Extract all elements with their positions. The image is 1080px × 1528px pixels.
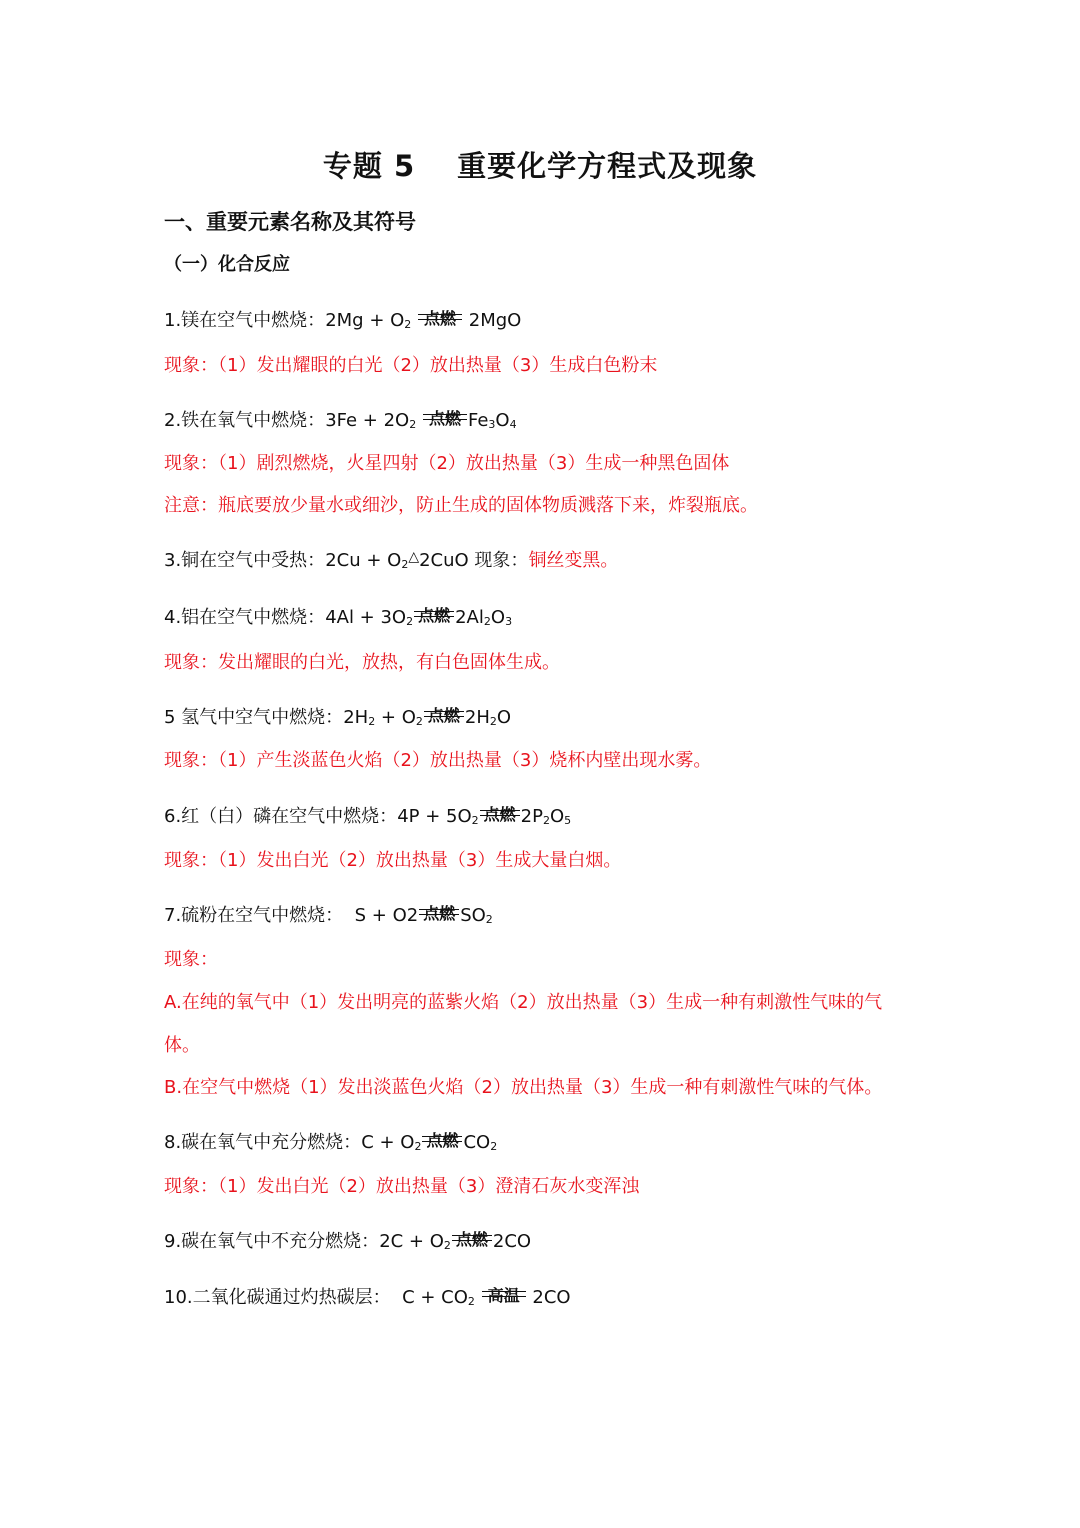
note-2: 注意：瓶底要放少量水或细沙，防止生成的固体物质溅落下来，炸裂瓶底。 bbox=[164, 495, 758, 516]
subscript: 2 bbox=[406, 615, 414, 628]
equation-6 bbox=[164, 802, 571, 828]
equation-5 bbox=[164, 703, 511, 729]
phenomenon-7-label: 现象： bbox=[164, 949, 218, 970]
subscript: 3 bbox=[488, 418, 496, 431]
equation-rhs: 2CO bbox=[492, 1231, 532, 1252]
equation-rhs-part: O bbox=[549, 806, 565, 827]
phenomenon-1: 现象：（1）发出耀眼的白光（2）放出热量（3）生成白色粉末 bbox=[164, 355, 658, 376]
equation-9 bbox=[164, 1227, 531, 1253]
subscript: 4 bbox=[509, 418, 517, 431]
equation-1 bbox=[164, 306, 521, 332]
reaction-condition: 点燃 bbox=[455, 1230, 488, 1249]
title-topic-number: 专题 5 bbox=[322, 149, 416, 183]
equation-rhs: 2Al bbox=[455, 607, 484, 628]
reaction-condition: 点燃 bbox=[423, 904, 456, 923]
phenomenon-8: 现象：（1）发出白光（2）放出热量（3）澄清石灰水变浑浊 bbox=[164, 1176, 640, 1197]
equation-lhs: C + O bbox=[361, 1132, 415, 1153]
reaction-condition: 点燃 bbox=[426, 1131, 459, 1150]
subscript: 2 bbox=[415, 715, 423, 728]
equation-lhs-part: + O bbox=[375, 707, 416, 728]
equation-lhs: 2C + O bbox=[379, 1231, 444, 1252]
equation-label: 6.红（白）磷在空气中燃烧： bbox=[164, 806, 398, 827]
equation-label: 2.铁在氧气中燃烧： bbox=[164, 410, 326, 431]
phenomenon-2: 现象：（1）剧烈燃烧，火星四射（2）放出热量（3）生成一种黑色固体 bbox=[164, 453, 730, 474]
equation-label: 1.镁在空气中燃烧： bbox=[164, 310, 326, 331]
equation-lhs: 3Fe + 2O bbox=[325, 410, 410, 431]
subscript: 2 bbox=[401, 558, 409, 571]
equation-rhs: 2P bbox=[520, 806, 543, 827]
equation-7 bbox=[164, 901, 493, 927]
phenomenon-label: 现象： bbox=[468, 550, 529, 571]
equation-8 bbox=[164, 1128, 497, 1154]
equation-rhs: 2H bbox=[464, 707, 490, 728]
subscript: 2 bbox=[542, 814, 550, 827]
equation-label: 7.硫粉在空气中燃烧： bbox=[164, 905, 344, 926]
equation-label: 8.碳在氧气中充分燃烧： bbox=[164, 1132, 362, 1153]
equation-rhs: 2MgO bbox=[468, 310, 522, 331]
title-topic-name: 重要化学方程式及现象 bbox=[457, 149, 758, 183]
equation-rhs: 2CuO bbox=[419, 550, 469, 571]
phenomenon-6: 现象：（1）发出白光（2）放出热量（3）生成大量白烟。 bbox=[164, 850, 622, 871]
equation-lhs: 2Mg + O bbox=[325, 310, 405, 331]
equation-2 bbox=[164, 406, 517, 432]
subscript: 3 bbox=[505, 615, 513, 628]
equation-lhs: C + CO bbox=[390, 1287, 468, 1308]
equation-3 bbox=[164, 546, 618, 572]
equation-label: 3.铜在空气中受热： bbox=[164, 550, 326, 571]
phenomenon-4: 现象：发出耀眼的白光，放热，有白色固体生成。 bbox=[164, 652, 560, 673]
equation-rhs-part: O bbox=[490, 607, 506, 628]
section-heading: 一、重要元素名称及其符号 bbox=[164, 210, 416, 234]
heat-triangle-icon: △ bbox=[408, 549, 420, 565]
subscript: 2 bbox=[489, 715, 497, 728]
subsection-heading: （一）化合反应 bbox=[164, 254, 290, 275]
reaction-condition: 点燃 bbox=[427, 706, 460, 725]
equation-label: 4.铝在空气中燃烧： bbox=[164, 607, 326, 628]
reaction-condition: 点燃 bbox=[483, 805, 516, 824]
equation-label: 5 氢气中空气中燃烧： bbox=[164, 707, 344, 728]
equation-rhs: Fe bbox=[467, 410, 489, 431]
equation-rhs-part: O bbox=[495, 410, 510, 431]
subscript: 2 bbox=[409, 418, 417, 431]
reaction-condition: 点燃 bbox=[418, 606, 451, 625]
equation-4 bbox=[164, 603, 512, 629]
subscript: 2 bbox=[443, 1239, 451, 1252]
equation-lhs: 4P + 5O bbox=[397, 806, 472, 827]
equation-label: 10.二氧化碳通过灼热碳层： bbox=[164, 1287, 391, 1308]
phenomenon-3: 铜丝变黑。 bbox=[528, 550, 619, 571]
phenomenon-5: 现象：（1）产生淡蓝色火焰（2）放出热量（3）烧杯内壁出现水雾。 bbox=[164, 750, 712, 771]
reaction-condition: 高温 bbox=[487, 1286, 520, 1305]
equation-lhs: 4Al + 3O bbox=[325, 607, 407, 628]
equation-lhs: 2H bbox=[343, 707, 369, 728]
reaction-condition: 点燃 bbox=[424, 309, 457, 328]
equation-label: 9.碳在氧气中不充分燃烧： bbox=[164, 1231, 380, 1252]
equation-rhs: SO bbox=[460, 905, 486, 926]
phenomenon-7a: A.在纯的氧气中（1）发出明亮的蓝紫火焰（2）放出热量（3）生成一种有刺激性气味的气 bbox=[164, 992, 883, 1013]
phenomenon-7a-continued: 体。 bbox=[164, 1035, 200, 1056]
equation-10 bbox=[164, 1283, 571, 1309]
subscript: 2 bbox=[490, 1140, 498, 1153]
subscript: 2 bbox=[483, 615, 491, 628]
subscript: 2 bbox=[368, 715, 376, 728]
subscript: 5 bbox=[564, 814, 572, 827]
subscript: 2 bbox=[467, 1295, 475, 1308]
subscript: 2 bbox=[471, 814, 479, 827]
phenomenon-7b: B.在空气中燃烧（1）发出淡蓝色火焰（2）放出热量（3）生成一种有刺激性气味的气体。 bbox=[164, 1077, 883, 1098]
equation-rhs: 2CO bbox=[532, 1287, 571, 1308]
subscript: 2 bbox=[485, 913, 493, 926]
subscript: 2 bbox=[414, 1140, 422, 1153]
page-title bbox=[0, 144, 1080, 185]
equation-rhs-part: O bbox=[496, 707, 512, 728]
equation-lhs: 2Cu + O bbox=[325, 550, 402, 571]
equation-rhs: CO bbox=[463, 1132, 491, 1153]
equation-lhs: S + O2 bbox=[343, 905, 419, 926]
subscript: 2 bbox=[404, 318, 412, 331]
reaction-condition: 点燃 bbox=[428, 409, 461, 428]
